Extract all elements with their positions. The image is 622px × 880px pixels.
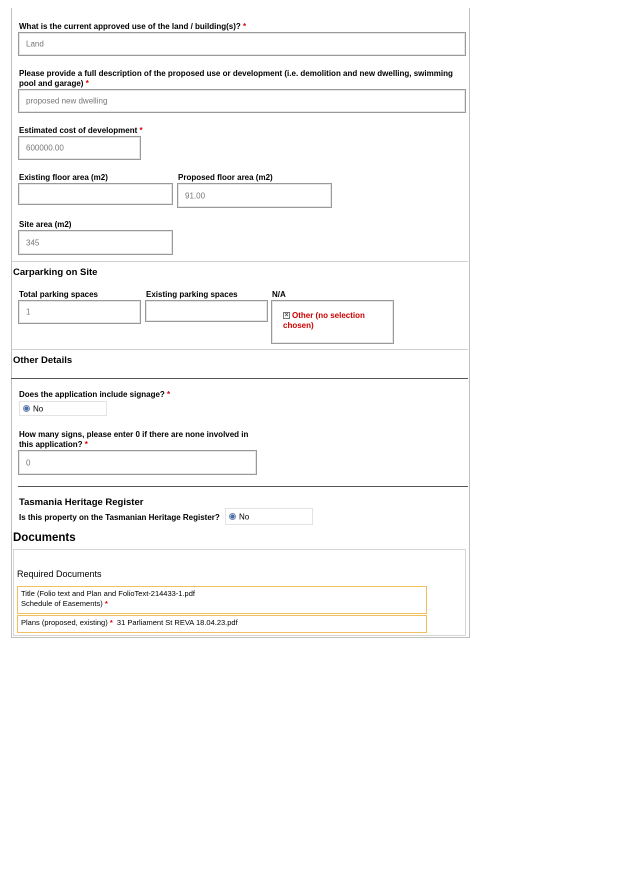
radio-selected-icon: [23, 405, 30, 412]
document-row-title[interactable]: Title (Folio text and Plan and FolioText-214433-1.pdf Schedule of Easements) *: [17, 586, 427, 614]
heritage-radio[interactable]: No: [225, 508, 313, 525]
other-details-heading: Other Details: [13, 355, 73, 366]
existing-floor-input[interactable]: [18, 183, 173, 205]
total-parking-label: Total parking spaces: [19, 290, 98, 299]
land-use-label: What is the current approved use of the land / building(s)? *: [19, 22, 247, 31]
signs-count-input[interactable]: 0: [18, 450, 257, 475]
signs-count-label: How many signs, please enter 0 if there are none involved in this application? *: [19, 430, 249, 449]
signage-radio[interactable]: No: [19, 401, 107, 416]
x-box-icon: ×: [284, 312, 289, 319]
proposed-floor-input[interactable]: 91.00: [177, 183, 332, 208]
heritage-question: Is this property on the Tasmanian Heritage Register?: [19, 513, 220, 522]
na-option[interactable]: × Other (no selection chosen): [283, 311, 365, 330]
land-use-input[interactable]: Land: [18, 32, 466, 56]
cost-input[interactable]: 600000.00: [18, 136, 141, 160]
existing-floor-label: Existing floor area (m2): [19, 173, 108, 182]
divider: [11, 261, 468, 262]
divider: [11, 349, 468, 350]
carparking-heading: Carparking on Site: [13, 267, 98, 278]
na-label: N/A: [272, 290, 286, 299]
proposed-floor-label: Proposed floor area (m2): [178, 173, 273, 182]
divider: [11, 378, 468, 379]
description-label: Please provide a full description of the proposed use or development (i.e. demolition and new dwelling, swimming pool and garage) *: [19, 69, 453, 88]
document-row-plans[interactable]: Plans (proposed, existing) * 31 Parliament St REVA 18.04.23.pdf: [17, 615, 427, 633]
cost-label: Estimated cost of development *: [19, 126, 143, 135]
description-input[interactable]: proposed new dwelling: [18, 89, 466, 113]
na-select[interactable]: [271, 300, 394, 344]
required-documents-heading: Required Documents: [17, 569, 102, 579]
documents-heading: Documents: [13, 532, 76, 544]
heritage-heading: Tasmania Heritage Register: [19, 497, 144, 508]
plans-file-link[interactable]: 31 Parliament St REVA 18.04.23.pdf: [116, 618, 238, 627]
existing-parking-label: Existing parking spaces: [146, 290, 238, 299]
total-parking-input[interactable]: 1: [18, 300, 141, 324]
site-area-label: Site area (m2): [19, 220, 72, 229]
existing-parking-input[interactable]: [145, 300, 268, 322]
site-area-input[interactable]: 345: [18, 230, 173, 255]
signage-label: Does the application include signage? *: [19, 390, 171, 399]
divider: [18, 486, 468, 487]
radio-selected-icon: [229, 513, 236, 520]
